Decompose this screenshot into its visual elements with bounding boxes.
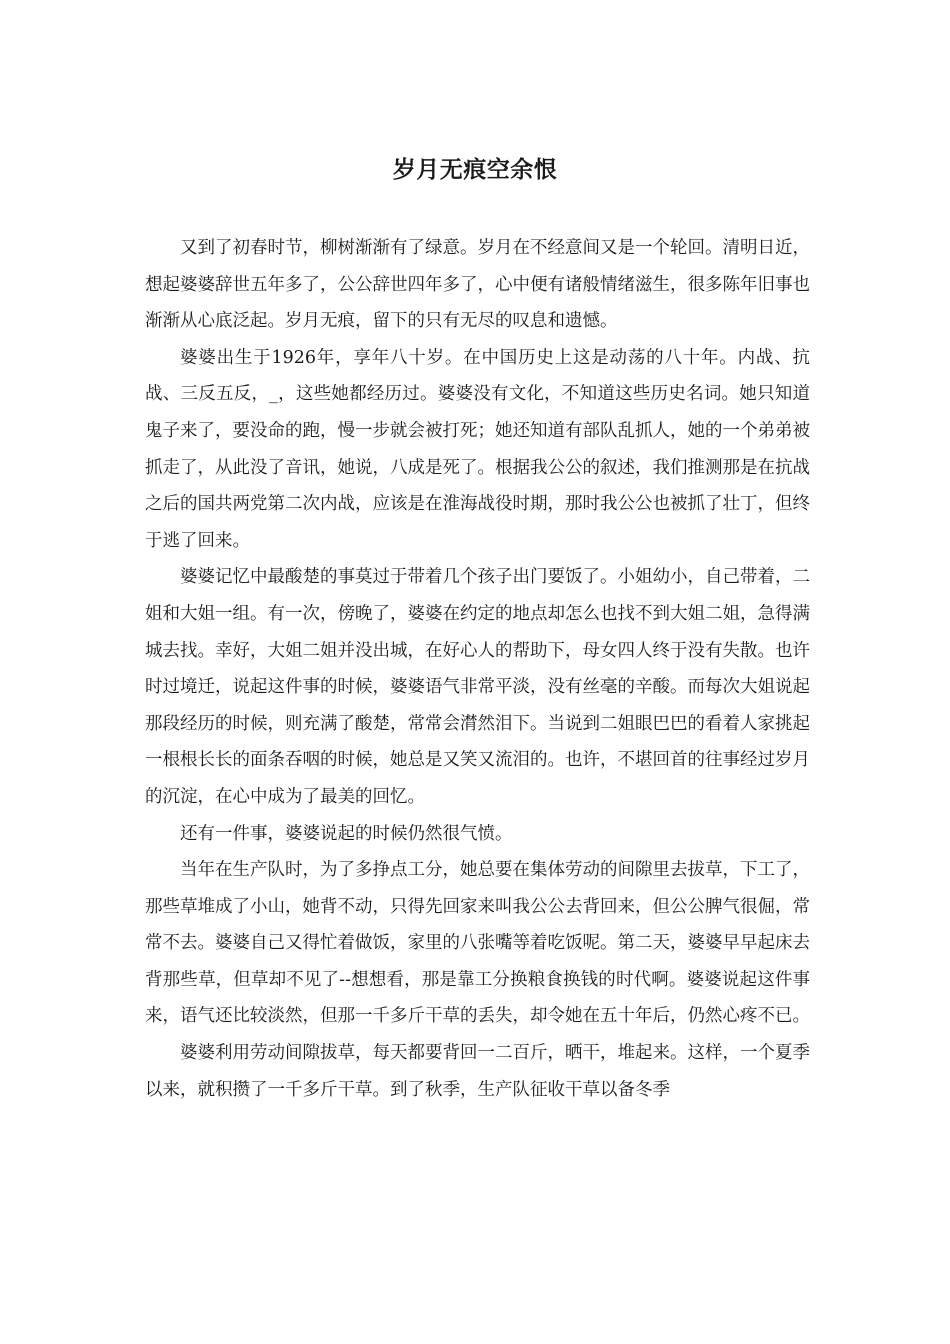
paragraph: 婆婆出生于1926年，享年八十岁。在中国历史上这是动荡的八十年。内战、抗战、三反五反，_，这些她都经历过。婆婆没有文化，不知道这些历史名词。她只知道鬼子来了，要没命的跑，慢一步就会被打死；她还知道有部队乱抓人，她的一个弟弟被抓走了，从此没了音讯，她说，八成是死了。根据我公公的叙述，我们推测那是在抗战之后的国共两党第二次内战，应该是在淮海战役时期，那时我公公也被抓了壮丁，但终于逃了回来。 xyxy=(145,347,810,551)
article-body xyxy=(145,230,810,1108)
paragraph: 婆婆利用劳动间隙拔草，每天都要背回一二百斤，晒干，堆起来。这样，一个夏季以来，就积攒了一千多斤干草。到了秋季，生产队征收干草以备冬季 xyxy=(145,1043,810,1100)
paragraph: 当年在生产队时，为了多挣点工分，她总要在集体劳动的间隙里去拔草，下工了，那些草堆成了小山，她背不动，只得先回家来叫我公公去背回来，但公公脾气很倔，常常不去。婆婆自己又得忙着做饭，家里的八张嘴等着吃饭呢。第二天，婆婆早早起床去背那些草，但草却不见了--想想看，那是靠工分换粮食换钱的时代啊。婆婆说起这件事来，语气还比较淡然，但那一千多斤干草的丢失，却令她在五十年后，仍然心疼不已。 xyxy=(145,860,810,1027)
paragraph: 又到了初春时节，柳树渐渐有了绿意。岁月在不经意间又是一个轮回。清明日近，想起婆婆辞世五年多了，公公辞世四年多了，心中便有诸般情绪滋生，很多陈年旧事也渐渐从心底泛起。岁月无痕，留下的只有无尽的叹息和遗憾。 xyxy=(145,238,810,332)
paragraph: 还有一件事，婆婆说起的时候仍然很气愤。 xyxy=(180,823,513,844)
paragraph: 婆婆记忆中最酸楚的事莫过于带着几个孩子出门要饭了。小姐幼小，自己带着，二姐和大姐一组。有一次，傍晚了，婆婆在约定的地点却怎么也找不到大姐二姐，急得满城去找。幸好，大姐二姐并没出城，在好心人的帮助下，母女四人终于没有失散。也许时过境迁，说起这件事的时候，婆婆语气非常平淡，没有丝毫的辛酸。而每次大姐说起那段经历的时候，则充满了酸楚，常常会潸然泪下。当说到二姐眼巴巴的看着人家挑起一根根长长的面条吞咽的时候，她总是又笑又流泪的。也许，不堪回首的往事经过岁月的沉淀，在心中成为了最美的回忆。 xyxy=(145,567,810,807)
page-title: 岁月无痕空余恨 xyxy=(392,157,558,183)
